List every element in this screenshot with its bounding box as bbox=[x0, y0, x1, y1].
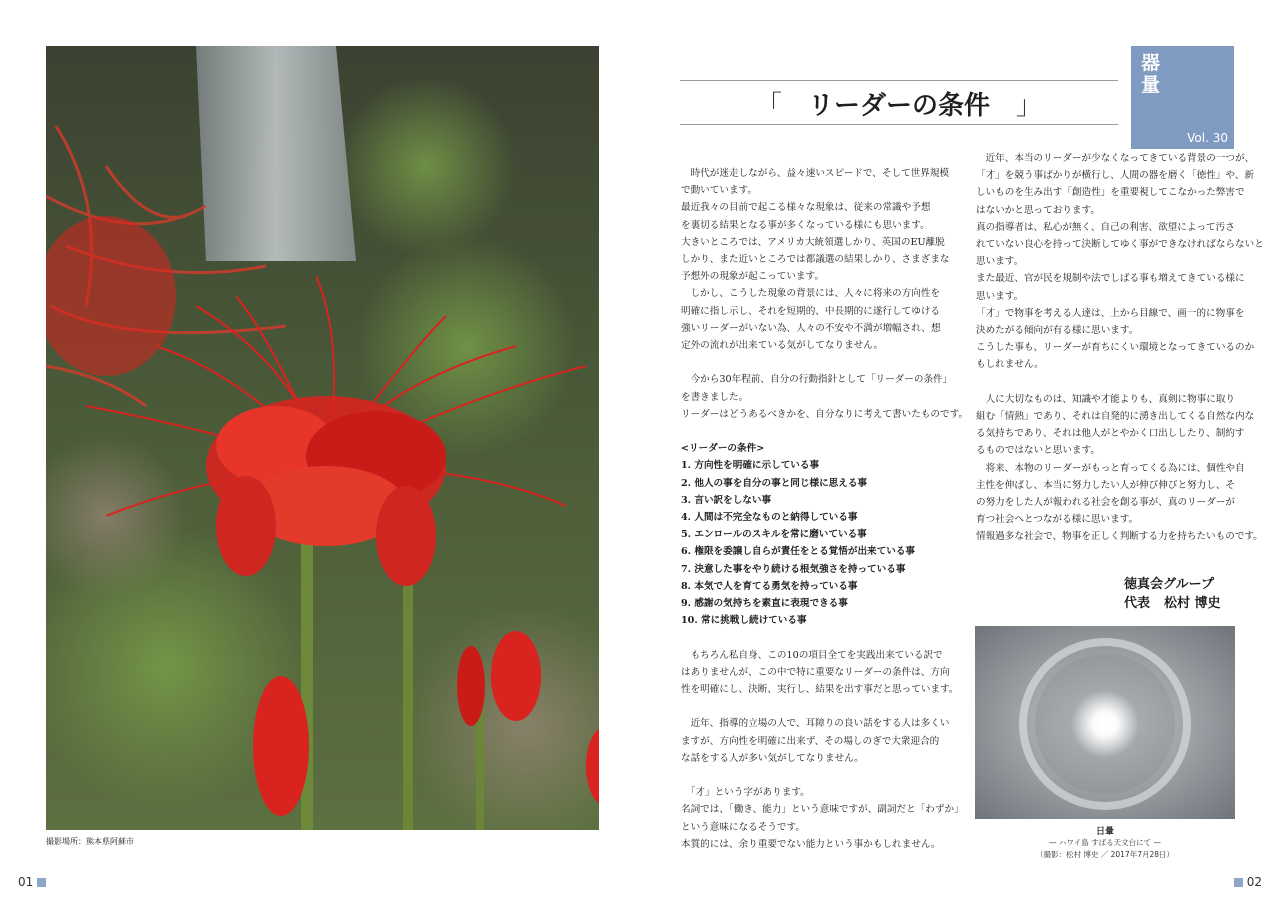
text-line: 名詞では、「働き、能力」という意味ですが、副詞だと「わずか」 bbox=[681, 804, 964, 816]
signature-organization: 徳真会グループ bbox=[1124, 577, 1214, 592]
condition-item: 2. 他人の事を自分の事と同じ様に思える事 bbox=[681, 477, 868, 489]
title-open-bracket: 「 bbox=[755, 90, 782, 121]
text-line: 組む「情熱」であり、それは自発的に湧き出してくる自然な内な bbox=[976, 411, 1255, 423]
series-label-char: 量 bbox=[1141, 74, 1161, 96]
text-line: を書きました。 bbox=[681, 391, 749, 403]
sun-halo-photo bbox=[975, 626, 1235, 819]
signature-person bbox=[1124, 592, 1221, 611]
text-line: 大きいところでは、アメリカ大統領選しかり、英国のEU離脱 bbox=[681, 236, 945, 248]
paragraph-sai bbox=[681, 784, 964, 853]
halo-illustration bbox=[975, 626, 1235, 819]
text-line: 近年、指導的立場の人で、耳障りの良い話をする人は多くい bbox=[681, 718, 950, 730]
halo-caption-credit: （撮影：松村 博史 ／ 2017年7月28日） bbox=[1035, 850, 1175, 859]
condition-item: 10. 常に挑戦し続けている事 bbox=[681, 615, 807, 627]
text-line: しかり、また近いところでは都議選の結果しかり、さまざまな bbox=[681, 254, 950, 266]
halo-caption-title: 日暈 bbox=[1095, 827, 1114, 837]
series-badge bbox=[1131, 46, 1234, 149]
text-line: 時代が迷走しながら、益々速いスピードで、そして世界規模 bbox=[681, 168, 950, 179]
text-line: 性を明確にし、決断、実行し、結果を出す事だと思っています。 bbox=[681, 684, 959, 696]
text-line: はないかと思っております。 bbox=[976, 204, 1100, 216]
series-label bbox=[1141, 52, 1163, 96]
text-line: 予想外の現象が起こっています。 bbox=[681, 271, 824, 283]
text-line: 思います。 bbox=[976, 290, 1024, 302]
text-line: ますが、方向性を明確に出来ず、その場しのぎで大衆迎合的 bbox=[681, 735, 940, 747]
flower-illustration bbox=[46, 46, 599, 830]
conditions-heading: <リーダーの条件> bbox=[681, 443, 765, 455]
condition-item: 6. 権限を委譲し自らが責任をとる覚悟が出来ている事 bbox=[681, 546, 916, 558]
paragraph-virtue bbox=[976, 150, 1264, 374]
condition-item: 7. 決意した事をやり続ける根気強さを持っている事 bbox=[681, 563, 906, 575]
text-line: 情報過多な社会で、物事を正しく判断する力を持ちたいものです。 bbox=[976, 531, 1263, 543]
text-line: もちろん私自身、この10の項目全てを実践出来ている訳で bbox=[681, 649, 943, 661]
paragraph-passion bbox=[976, 391, 1263, 546]
condition-item: 8. 本気で人を育てる勇気を持っている事 bbox=[681, 580, 858, 592]
condition-item: 9. 感謝の気持ちを素直に表現できる事 bbox=[681, 598, 848, 610]
paragraph-leaders bbox=[681, 715, 950, 767]
series-label-char: 器 bbox=[1141, 52, 1161, 74]
page-square-icon bbox=[1234, 878, 1243, 887]
title-rule-bottom bbox=[680, 124, 1118, 125]
condition-item: 4. 人間は不完全なものと納得している事 bbox=[681, 512, 858, 524]
title-rule-top bbox=[680, 80, 1118, 81]
text-line: れていない良心を持って決断してゆく事ができなければならないと bbox=[976, 239, 1264, 251]
text-line: しいものを生み出す「創造性」を重要視してこなかった弊害で bbox=[976, 187, 1245, 199]
text-line: こうした事も、リーダーが育ちにくい環境となってきているのか bbox=[976, 342, 1255, 354]
photo-credit: 撮影場所：熊本県阿蘇市 bbox=[46, 837, 134, 846]
text-line: な話をする人が多い気がしてなりません。 bbox=[681, 752, 864, 764]
body-column-right bbox=[976, 150, 1264, 546]
condition-item: 1. 方向性を明確に示している事 bbox=[681, 460, 820, 472]
signature-name: 松村 博史 bbox=[1164, 596, 1221, 611]
text-line: 近年、本当のリーダーが少なくなってきている背景の一つが、 bbox=[976, 153, 1255, 164]
text-line: 将来、本物のリーダーがもっと育ってくる為には、個性や自 bbox=[976, 462, 1245, 474]
page-number-right bbox=[1234, 875, 1262, 889]
page-square-icon bbox=[37, 878, 46, 887]
text-line: 育つ社会へとつながる様に思います。 bbox=[976, 514, 1139, 526]
page-title bbox=[680, 85, 1118, 121]
text-line: 「才」で物事を考える人達は、上から目線で、画一的に物事を bbox=[976, 307, 1245, 319]
title-text: リーダーの条件 bbox=[807, 90, 990, 121]
text-line: 人に大切なものは、知識や才能よりも、真剣に物事に取り bbox=[976, 393, 1236, 405]
volume-number: Vol. 30 bbox=[1187, 131, 1228, 145]
text-line: で動いています。 bbox=[681, 185, 757, 197]
signature-role: 代表 bbox=[1124, 596, 1151, 611]
text-line: 「才」という字があります。 bbox=[681, 787, 810, 799]
text-line: という意味になるそうです。 bbox=[681, 821, 805, 833]
text-line: 強いリーダーがいない為、人々の不安や不満が増幅され、想 bbox=[681, 322, 941, 334]
text-line: 真の指導者は、私心が無く、自己の利害、欲望によって汚さ bbox=[976, 221, 1235, 233]
text-line: 主性を伸ばし、本当に努力したい人が伸び伸びと努力し、そ bbox=[976, 479, 1236, 491]
title-close-bracket: 」 bbox=[1016, 90, 1043, 121]
text-line: 決めたがる傾向が有る様に思います。 bbox=[976, 325, 1139, 337]
text-line: 明確に指し示し、それを短期的、中長期的に遂行してゆける bbox=[681, 305, 941, 317]
paragraph-self bbox=[681, 647, 959, 699]
paragraph-intro bbox=[681, 165, 950, 354]
text-line: 本質的には、余り重要でない能力という事かもしれません。 bbox=[681, 838, 941, 850]
page-number-text: 02 bbox=[1246, 875, 1262, 889]
conditions-list bbox=[681, 440, 943, 629]
condition-item: 5. エンロールのスキルを常に磨いている事 bbox=[681, 529, 867, 541]
text-line: 最近我々の目前で起こる様々な現象は、従来の常識や予想 bbox=[681, 202, 931, 214]
page-number-left bbox=[18, 875, 46, 889]
text-line: 今から30年程前、自分の行動指針として「リーダーの条件」 bbox=[681, 374, 953, 386]
body-column-left bbox=[681, 165, 969, 853]
text-line: る気持ちであり、それは他人がとやかく口出ししたり、制約す bbox=[976, 428, 1245, 440]
text-line: 思います。 bbox=[976, 256, 1024, 268]
page-number-text: 01 bbox=[18, 875, 34, 889]
paragraph-background bbox=[681, 371, 969, 423]
text-line: もしれません。 bbox=[976, 359, 1044, 371]
text-line: るものではないと思います。 bbox=[976, 445, 1100, 457]
text-line: はありませんが、この中で特に重要なリーダーの条件は、方向 bbox=[681, 666, 950, 678]
text-line: を裏切る結果となる事が多くなっている様にも思います。 bbox=[681, 219, 930, 231]
text-line: 「才」を競う事ばかりが横行し、人間の器を磨く「徳性」や、新 bbox=[976, 170, 1255, 182]
text-line: また最近、官が民を規制や法でしばる事も増えてきている様に bbox=[976, 273, 1245, 285]
text-line: の努力をした人が報われる社会を創る事が、真のリーダーが bbox=[976, 497, 1236, 509]
red-spider-lily-photo bbox=[46, 46, 599, 830]
halo-caption-place: — ハワイ島 すばる天文台にて — bbox=[1049, 838, 1161, 847]
text-line: しかし、こうした現象の背景には、人々に将来の方向性を bbox=[681, 288, 941, 300]
condition-item: 3. 言い訳をしない事 bbox=[681, 494, 772, 506]
text-line: リーダーはどうあるべきかを、自分なりに考えて書いたものです。 bbox=[681, 408, 969, 420]
text-line: 定外の流れが出来ている気がしてなりません。 bbox=[681, 340, 884, 352]
